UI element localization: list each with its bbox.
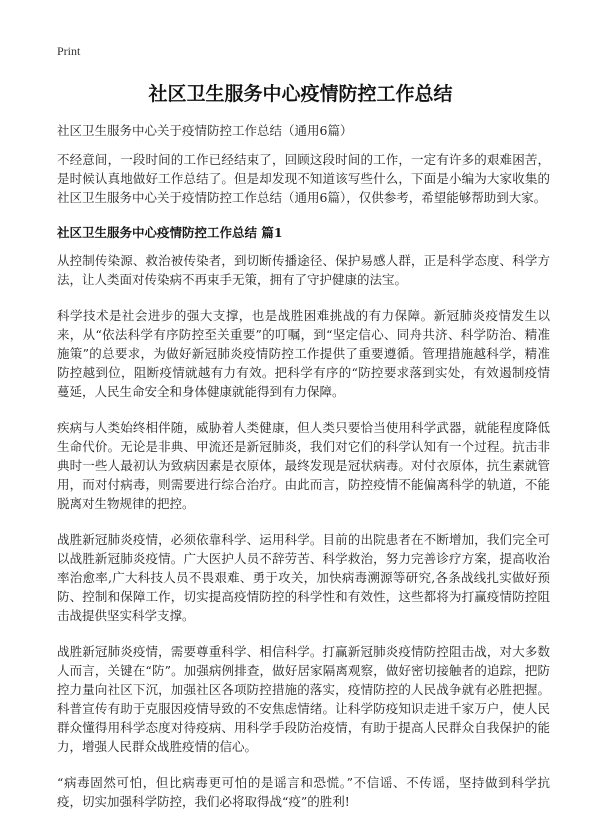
document-body: [57, 150, 550, 828]
section-heading: 社区卫生服务中心疫情防控工作总结 篇1: [57, 225, 283, 240]
body-paragraph-1: 从控制传染源、救治被传染者，到切断传播途径、保护易感人群，正是科学态度、科学方法，让人类面对传染病不再束手无策，拥有了守护健康的法宝。: [57, 253, 550, 287]
page-title: 社区卫生服务中心疫情防控工作总结: [148, 83, 453, 105]
body-paragraph-4: 战胜新冠肺炎疫情，必须依靠科学、运用科学。目前的出院患者在不断增加，我们完全可以战胜新冠肺炎疫情。广大医护人员不辞劳苦、科学救治，努力完善诊疗方案，提高收治率治愈率,广大科技人员不畏艰难、勇于攻关，加快病毒溯源等研究,各条战线扎实做好预防、控制和保障工作，切实提高疫情防控的科学性和有效性，这些都将为打赢疫情防控阻击战提供坚实科学支撑。: [57, 532, 550, 623]
body-paragraph-6: “病毒固然可怕，但比病毒更可怕的是谣言和恐慌。”不信谣、不传谣，坚持做到科学抗疫，切实加强科学防控，我们必将取得战“疫”的胜利!: [57, 775, 550, 809]
print-link[interactable]: Print: [57, 44, 81, 58]
document-subtitle: 社区卫生服务中心关于疫情防控工作总结（通用6篇）: [57, 123, 353, 138]
intro-paragraph: 不经意间，一段时间的工作已经结束了，回顾这段时间的工作，一定有许多的艰难困苦，是时候认真地做好工作总结了。但是却发现不知道该写些什么，下面是小编为大家收集的社区卫生服务中心关于疫情防控工作总结（通用6篇），仅供参考，希望能够帮助到大家。: [57, 152, 550, 205]
body-paragraph-5: 战胜新冠肺炎疫情，需要尊重科学、相信科学。打赢新冠肺炎疫情防控阻击战，对大多数人而言，关键在“防”。加强病例排查，做好居家隔离观察，做好密切接触者的追踪，把防控力量向社区下沉，加强社区各项防控措施的落实，疫情防控的人民战争就有必胜把握。科普宣传有助于克服因疫情导致的不安焦虑情绪。让科学防疫知识走进千家万户，使人民群众懂得用科学态度对待疫病、用科学手段防治疫情，有助于提高人民群众自我保护的能力，增强人民群众战胜疫情的信心。: [57, 644, 550, 754]
body-paragraph-2: 科学技术是社会进步的强大支撑，也是战胜困难挑战的有力保障。新冠肺炎疫情发生以来，从“依法科学有序防控至关重要”的叮嘱，到“坚定信心、同舟共济、科学防治、精准施策”的总要求，为做好新冠肺炎疫情防控工作提供了重要遵循。管理措施越科学，精准防控越到位，阻断疫情就越有力有效。把科学有序的“防控要求落到实处，有效遏制疫情蔓延，人民生命安全和身体健康就能得到有力保障。: [57, 308, 550, 399]
body-paragraph-3: 疾病与人类始终相伴随，威胁着人类健康，但人类只要恰当使用科学武器，就能程度降低生命代价。无论是非典、甲流还是新冠肺炎，我们对它们的科学认知有一个过程。抗击非典时一些人最初认为致病因素是衣原体，最终发现是冠状病毒。对付衣原体，抗生素就管用，而对付病毒，则需要进行综合治疗。由此而言，防控疫情不能偏离科学的轨道，不能脱离对生物规律的把控。: [57, 420, 550, 511]
